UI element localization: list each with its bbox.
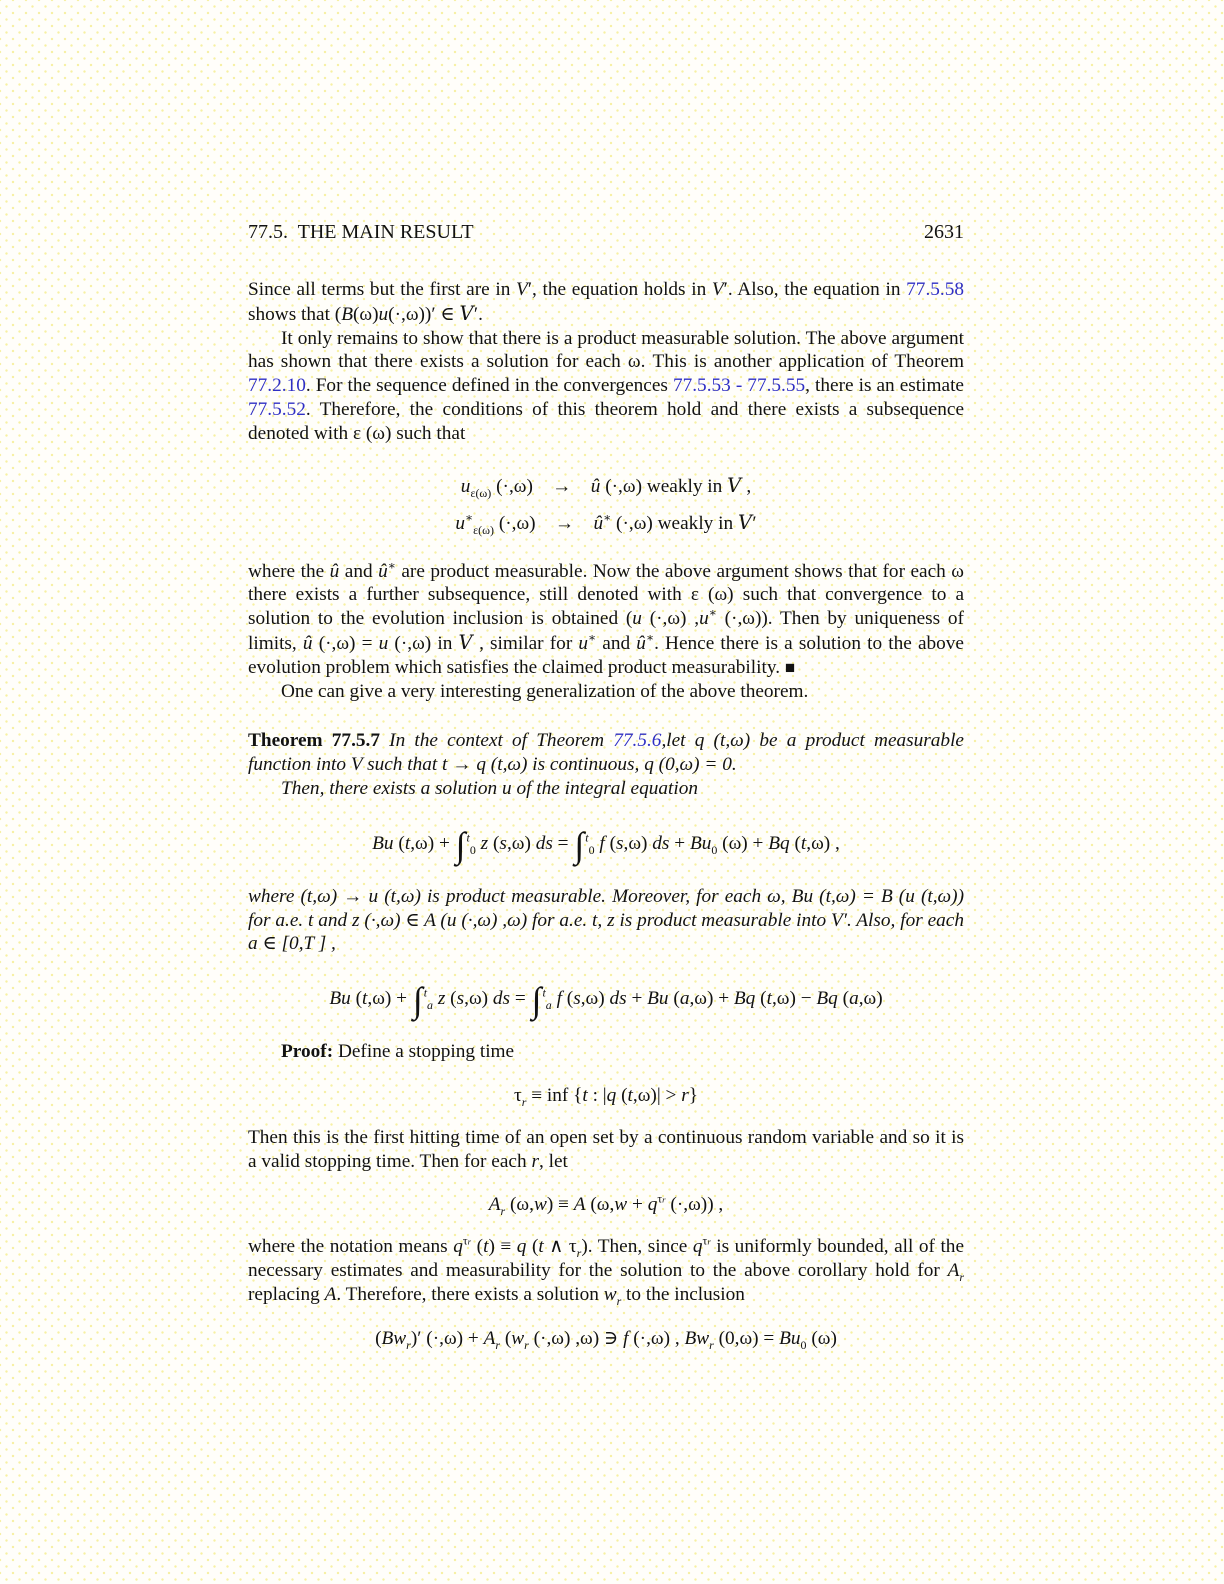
text-segment: (·,ω) weakly in <box>600 475 728 497</box>
text-segment: ∗ <box>603 510 612 525</box>
integral-sign: ∫ <box>531 980 542 1021</box>
text-segment: ′, the equation holds in <box>527 279 712 300</box>
text-segment: f <box>599 832 605 854</box>
text-segment: . For the sequence defined in the convergences <box>305 375 673 397</box>
text-segment: ,ω)| > <box>632 1084 682 1106</box>
text-segment: ′. <box>473 303 483 325</box>
text-segment: ,ω) , <box>806 832 840 854</box>
text-segment: u <box>632 608 642 630</box>
page-number: 2631 <box>924 221 964 243</box>
text-segment: w <box>533 1194 547 1216</box>
integral-sign: ∫ <box>574 824 585 865</box>
text-segment: is uniformly bounded, all of the necessary estimates and measurability for the solution to the above corollary hold for <box>248 1236 965 1281</box>
text-segment: shows that ( <box>248 303 342 325</box>
ref-77-5-52[interactable]: 77.5.52 <box>248 398 306 420</box>
text-segment: Bu <box>329 988 351 1010</box>
text-segment: τ <box>657 1191 663 1206</box>
paragraph-since-all-terms <box>248 278 964 327</box>
text-segment: ( <box>375 1327 382 1349</box>
text-segment: t <box>404 832 411 854</box>
text-segment: V <box>711 279 724 300</box>
text-segment: ε(ω) <box>470 485 492 500</box>
text-segment: V <box>458 630 473 654</box>
text-segment: = <box>552 832 574 854</box>
paragraph-it-only-remains <box>248 327 964 446</box>
display-equation-ar-definition <box>248 1193 964 1217</box>
text-segment: ( <box>668 988 680 1010</box>
text-segment: ,ω) + <box>410 832 455 854</box>
text-segment: w <box>603 1283 617 1305</box>
text-segment: ≡ inf { <box>526 1084 583 1106</box>
text-segment: û <box>593 512 604 534</box>
text-segment: ′ <box>752 512 757 534</box>
text-segment: 0 <box>469 842 476 857</box>
text-segment: where (t,ω) → u (t,ω) is product measurable. Moreover, for each ω, Bu (t,ω) = B (u (t,ω)) for a.e. t and z (·,ω) ∈ A (u (·,ω) ,ω) for a.e. t, z is product measurable into V′. Also, for each a ∈ [0,T ] , <box>248 885 964 955</box>
text-segment: Then this is the first hitting time of an open set by a continuous random variable and so it is a valid stopping time. Then for each <box>248 1126 964 1172</box>
text-segment: and <box>596 632 637 654</box>
display-equation-inclusion <box>248 1327 964 1351</box>
text-segment: q <box>516 1236 527 1258</box>
text-segment: Bw <box>381 1327 407 1349</box>
text-segment: t <box>483 1236 489 1258</box>
text-segment: ( <box>488 832 500 854</box>
text-segment: ,ω) <box>858 988 883 1010</box>
text-segment: V <box>727 473 742 497</box>
ref-77-5-58[interactable]: 77.5.58 <box>906 279 964 300</box>
text-segment: t <box>466 830 470 845</box>
text-segment: Bu <box>779 1327 801 1349</box>
text-segment: Since all terms but the first are in <box>248 279 517 300</box>
text-segment: where the notation means <box>248 1236 454 1258</box>
text-segment: a <box>427 998 434 1012</box>
text-segment: ( <box>500 1327 512 1349</box>
text-segment: Proof: <box>281 1041 338 1063</box>
text-segment: . Hence there is a solution to the above evolution problem which satisfies the claimed product measurability. <box>248 632 964 678</box>
text-segment: Bq <box>816 988 838 1010</box>
text-segment: ,ω) + <box>689 988 734 1010</box>
section-title: 77.5. THE MAIN RESULT <box>248 221 474 243</box>
text-segment: r <box>662 1194 666 1205</box>
text-segment: = <box>510 988 531 1010</box>
text-segment: f <box>623 1327 629 1349</box>
text-segment: u <box>455 512 466 534</box>
proof-opening <box>248 1040 964 1064</box>
text-segment: ,ω) <box>623 832 653 854</box>
text-segment: , <box>741 475 752 497</box>
text-segment: s <box>616 832 624 854</box>
text-segment: Bw <box>684 1327 710 1349</box>
text-segment: ( <box>755 988 767 1010</box>
text-segment: (·,ω) ,ω) ∋ <box>528 1327 624 1349</box>
text-segment: (ω) + <box>717 832 769 854</box>
text-segment: (ω, <box>505 1194 534 1216</box>
text-segment: (·,ω) = <box>312 632 379 654</box>
text-segment: r <box>467 1236 472 1247</box>
text-segment: and <box>339 560 379 582</box>
text-segment: ( <box>561 988 574 1010</box>
text-segment: are product measurable. Now the above argument shows that for each ω there exists a further subsequence, still denoted with ε (ω) such that convergence to a solution to the evolution inclusion is obtained ( <box>248 560 964 630</box>
text-segment: Bq <box>733 988 756 1010</box>
text-segment: ) ≡ <box>488 1236 517 1258</box>
text-segment: In the context of Theorem <box>380 730 614 752</box>
text-segment: (·,ω) in <box>388 632 459 654</box>
text-segment: t <box>800 832 807 854</box>
text-segment: a <box>849 988 859 1010</box>
text-segment: 0 <box>588 842 595 857</box>
text-segment: u <box>378 632 389 654</box>
text-segment: t <box>362 988 368 1010</box>
text-segment: } <box>688 1084 698 1106</box>
text-segment: Bu <box>689 832 712 854</box>
text-segment: t <box>582 1084 588 1106</box>
text-segment: û <box>590 475 601 497</box>
ref-77-5-53-55[interactable]: 77.5.53 - 77.5.55 <box>672 375 806 397</box>
text-segment: ( <box>445 988 457 1010</box>
text-segment: r <box>495 1337 501 1352</box>
paragraph-where-product-measurable <box>248 885 964 956</box>
text-segment: w <box>614 1194 628 1216</box>
text-segment: τ <box>702 1233 708 1248</box>
text-segment: r <box>616 1293 622 1308</box>
text-segment: , similar for <box>472 632 579 654</box>
text-segment: ( <box>526 1236 539 1258</box>
running-head <box>248 220 964 244</box>
text-segment: Bq <box>768 832 790 854</box>
paragraph-one-can-give <box>248 680 964 704</box>
text-segment: Theorem 77.5.7 <box>248 730 380 752</box>
text-segment: ( <box>350 988 363 1010</box>
text-segment: )′ (·,ω) + <box>410 1327 484 1349</box>
text-segment: (·,ω)) , <box>665 1194 724 1216</box>
text-segment: It only remains to show that there is a product measurable solution. The above argument has shown that there exists a solution for each ω. This is another application of Theorem <box>248 327 964 373</box>
paragraph-where-the-notation <box>248 1235 964 1306</box>
display-equation-weak-convergence <box>248 468 964 542</box>
text-segment: ,ω) <box>580 988 610 1010</box>
text-segment: w <box>511 1327 525 1349</box>
text-segment: ∗ <box>588 630 597 645</box>
text-segment: τ <box>462 1233 468 1248</box>
text-segment: ( <box>471 1236 484 1258</box>
text-segment: u <box>699 608 709 630</box>
text-segment: ∗ <box>387 558 396 573</box>
text-segment: r <box>531 1150 539 1172</box>
text-segment: ). Then, since <box>581 1236 693 1258</box>
display-equation-integral-1 <box>248 821 964 867</box>
text-segment: ,ω) <box>506 832 536 854</box>
text-segment: û <box>378 560 388 582</box>
text-segment: 0 <box>711 842 718 857</box>
text-segment: a <box>679 988 690 1010</box>
text-segment: . Therefore, there exists a solution <box>336 1283 604 1305</box>
text-segment: u <box>578 632 589 654</box>
text-segment: (·,ω) weakly in <box>611 512 738 534</box>
text-segment: Define a stopping time <box>337 1041 515 1063</box>
text-segment: A <box>573 1194 586 1216</box>
text-segment: ,ω) − <box>771 988 817 1010</box>
display-equation-integral-2 <box>248 976 964 1022</box>
text-segment: t <box>766 988 772 1010</box>
text-segment: where the <box>248 560 330 582</box>
text-segment: ( <box>837 988 850 1010</box>
text-segment: r <box>406 1337 411 1352</box>
text-segment: z <box>480 832 489 854</box>
text-segment: û <box>636 632 646 654</box>
text-segment: 0 <box>800 1337 807 1352</box>
qed-square: ■ <box>784 657 796 677</box>
text-segment: A <box>947 1259 960 1281</box>
text-segment: r <box>959 1269 964 1284</box>
integral-sign: ∫ <box>412 980 423 1021</box>
paragraph-where-the-u-hat <box>248 560 964 680</box>
text-segment: t <box>627 1084 633 1106</box>
text-segment: + <box>627 1194 648 1216</box>
text-segment: ,let q (t,ω) be a product measurable function into V such that t → q (t,ω) is continuous, q (0,ω) = 0. <box>248 730 964 776</box>
text-segment: s <box>456 988 465 1010</box>
text-segment: r <box>707 1236 711 1247</box>
text-segment: ,ω) + <box>367 988 412 1010</box>
text-segment: f <box>556 988 562 1010</box>
text-segment: + <box>669 832 690 854</box>
text-segment: t <box>585 830 589 845</box>
text-segment: q <box>692 1236 703 1258</box>
text-segment: B <box>341 303 353 325</box>
text-segment: ∗ <box>708 605 717 620</box>
ref-77-2-10[interactable]: 77.2.10 <box>248 375 306 397</box>
text-segment: (·,ω) , <box>628 1327 685 1349</box>
text-segment: + <box>626 988 648 1010</box>
text-segment: V <box>737 510 753 534</box>
text-segment: Then, there exists a solution u of the integral equation <box>281 777 699 799</box>
text-segment: Bu <box>647 988 669 1010</box>
text-segment: r <box>576 1245 582 1260</box>
text-segment: q <box>606 1084 617 1106</box>
text-segment: (·,ω) → <box>494 512 594 534</box>
text-segment: u <box>460 475 471 497</box>
text-segment: ( <box>616 1084 628 1106</box>
text-segment: replacing <box>248 1283 325 1305</box>
text-segment: (ω, <box>585 1194 615 1216</box>
text-segment: r <box>500 1204 506 1219</box>
text-segment: r <box>521 1094 527 1109</box>
text-segment: (·,ω) , <box>641 608 700 630</box>
text-segment: (·,ω) → <box>491 475 591 497</box>
text-segment: t <box>423 985 428 1000</box>
text-segment: ′. Also, the equation in <box>723 279 907 300</box>
text-segment: : | <box>587 1084 607 1106</box>
text-segment: , there is an estimate <box>805 375 964 397</box>
theorem-77-5-7 <box>248 729 964 777</box>
text-segment: t <box>542 985 546 1000</box>
text-segment: r <box>681 1084 689 1106</box>
ref-77-5-6[interactable]: 77.5.6 <box>613 730 662 752</box>
text-segment: ds <box>492 988 511 1010</box>
text-segment: ∗ <box>465 510 474 525</box>
text-segment: q <box>453 1236 463 1258</box>
text-segment: τ <box>514 1084 522 1106</box>
display-equation-stopping-time <box>248 1084 964 1108</box>
text-segment: (·,ω))′ ∈ <box>388 303 460 325</box>
text-segment: r <box>524 1337 529 1352</box>
text-segment: A <box>488 1194 501 1216</box>
text-segment: s <box>573 988 581 1010</box>
text-segment: to the inclusion <box>621 1283 745 1305</box>
text-segment: û <box>329 560 340 582</box>
text-segment: ) ≡ <box>546 1194 574 1216</box>
text-segment: . Therefore, the conditions of this theorem hold and there exists a subsequence denoted with ε (ω) such that <box>248 398 964 444</box>
text-segment: (ω) <box>806 1327 837 1349</box>
theorem-77-5-7-continued <box>248 777 964 801</box>
text-segment: ε(ω) <box>473 522 494 537</box>
text-segment: s <box>499 832 507 854</box>
text-segment: r <box>709 1337 714 1352</box>
text-segment: ,ω) <box>464 988 493 1010</box>
text-segment: One can give a very interesting generalization of the above theorem. <box>281 680 809 702</box>
text-segment: a <box>545 998 552 1012</box>
text-segment: ds <box>535 832 553 854</box>
text-segment: V <box>459 301 474 325</box>
text-segment: ∧ τ <box>543 1236 577 1258</box>
text-segment: u <box>378 303 389 325</box>
text-segment: ( <box>789 832 801 854</box>
text-segment: ds <box>652 832 670 854</box>
text-segment: t <box>538 1236 544 1258</box>
text-segment: (·,ω)). Then by uniqueness of limits, <box>248 608 964 654</box>
text-segment: q <box>647 1194 658 1216</box>
text-column <box>248 220 964 1368</box>
text-segment: A <box>483 1327 496 1349</box>
text-segment: ds <box>609 988 627 1010</box>
text-segment: Bu <box>372 832 394 854</box>
equation-line-2 <box>248 505 964 542</box>
text-segment: A <box>324 1283 337 1305</box>
text-segment: û <box>302 632 313 654</box>
text-segment: (ω) <box>352 303 379 325</box>
text-segment: (0,ω) = <box>713 1327 780 1349</box>
text-segment: , let <box>538 1150 568 1172</box>
integral-sign: ∫ <box>455 824 466 865</box>
paragraph-first-hitting-time <box>248 1126 964 1174</box>
text-segment: ( <box>604 832 616 854</box>
text-segment: V <box>516 279 528 300</box>
text-segment: ( <box>393 832 405 854</box>
text-segment: z <box>437 988 446 1010</box>
text-segment: ∗ <box>645 630 655 645</box>
equation-line-1 <box>248 468 964 505</box>
